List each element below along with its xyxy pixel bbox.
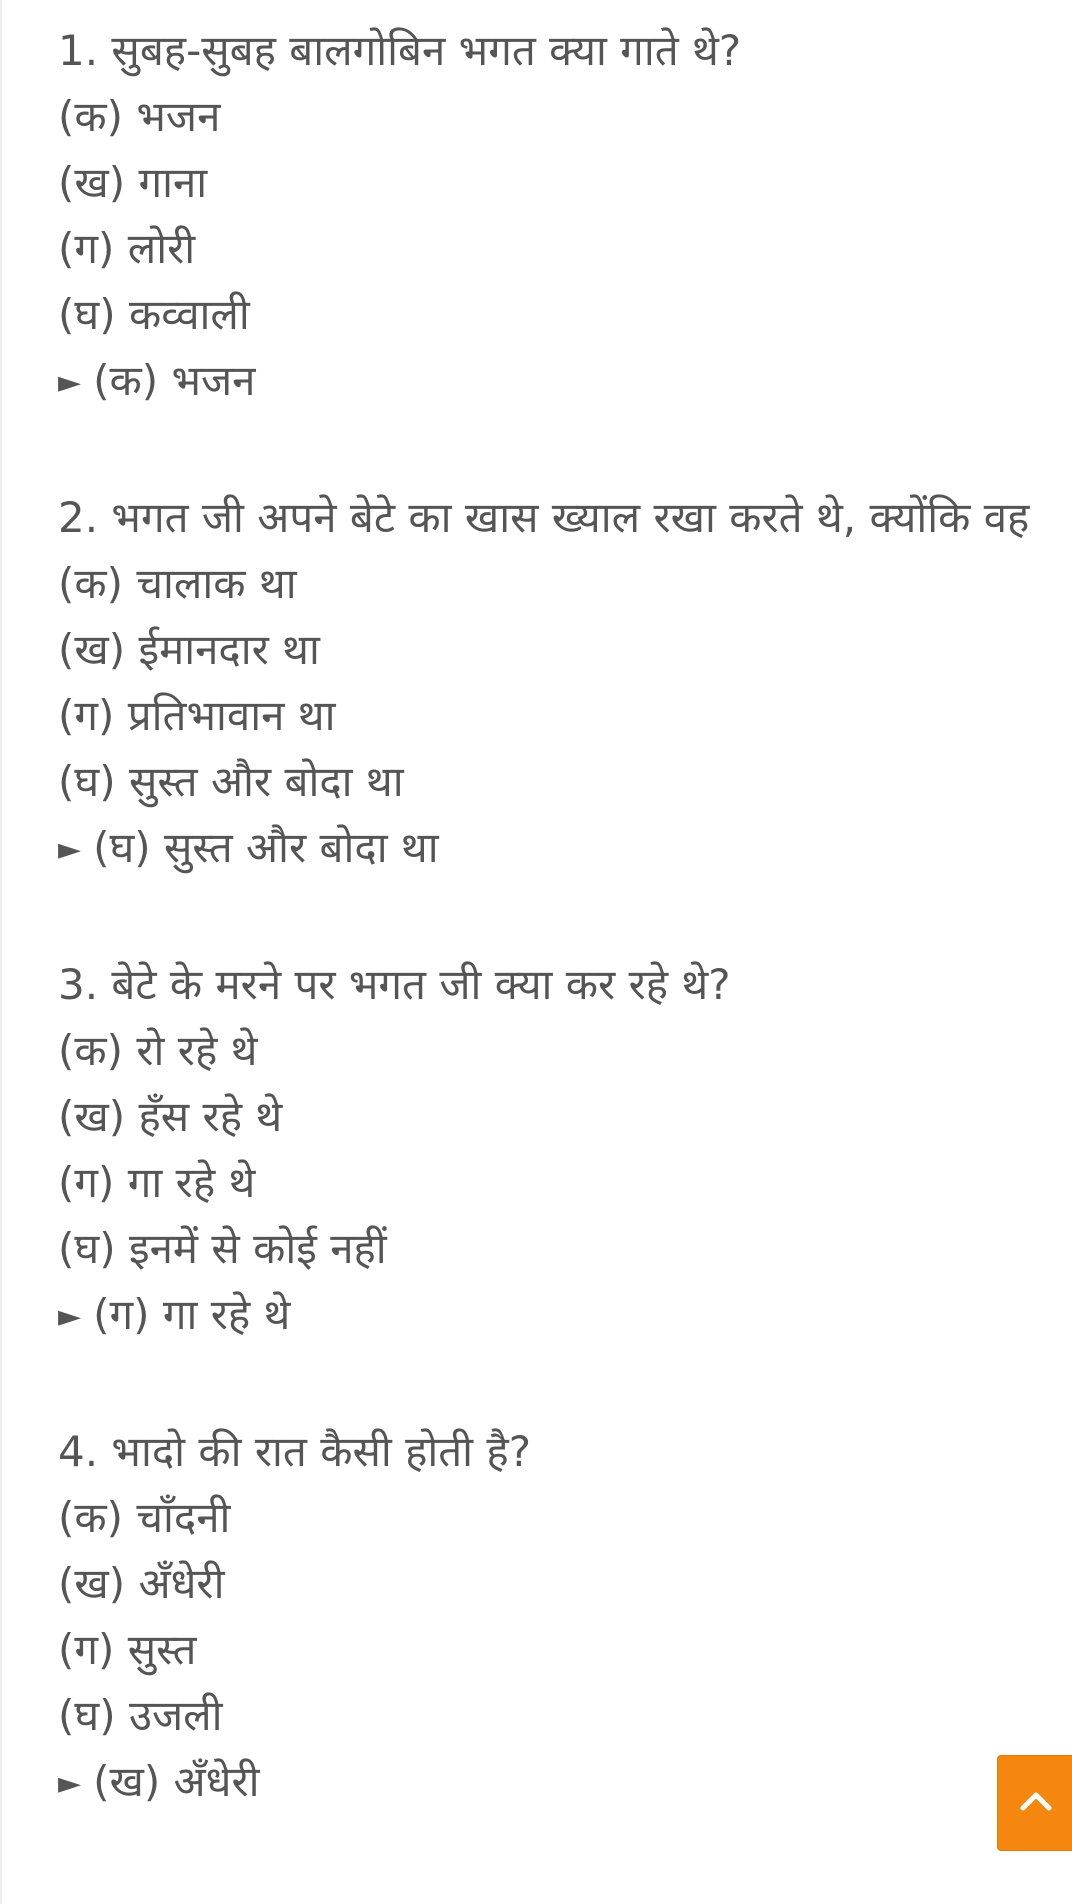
answer-text: (क) भजन xyxy=(93,356,256,405)
option-ga: (ग) सुस्त xyxy=(58,1625,197,1674)
option-ka: (क) चाँदनी xyxy=(58,1493,231,1542)
answer-text: (ख) अँधेरी xyxy=(93,1757,260,1806)
answer-text: (ग) गा रहे थे xyxy=(93,1290,291,1339)
option-ka: (क) भजन xyxy=(58,92,221,141)
answer-line xyxy=(58,815,1038,886)
question-block-1 xyxy=(58,18,1038,419)
option-gha: (घ) सुस्त और बोदा था xyxy=(58,757,404,806)
answer-arrow-icon: ► xyxy=(58,832,82,867)
answer-line xyxy=(58,1749,1038,1820)
option-kha: (ख) गाना xyxy=(58,158,208,207)
option-ka: (क) रो रहे थे xyxy=(58,1026,258,1075)
option-kha: (ख) ईमानदार था xyxy=(58,625,320,674)
option-kha: (ख) अँधेरी xyxy=(58,1559,225,1608)
option-kha: (ख) हँस रहे थे xyxy=(58,1092,283,1141)
chevron-up-icon xyxy=(1019,1790,1053,1816)
question-block-3 xyxy=(58,952,1038,1353)
question-text: 2. भगत जी अपने बेटे का खास ख्याल रखा करते थे, क्योंकि वह xyxy=(58,493,1030,542)
answer-text: (घ) सुस्त और बोदा था xyxy=(93,823,439,872)
answer-arrow-icon: ► xyxy=(58,1766,82,1801)
option-ga: (ग) गा रहे थे xyxy=(58,1158,256,1207)
question-text: 3. बेटे के मरने पर भगत जी क्या कर रहे थे? xyxy=(58,960,731,1009)
answer-line xyxy=(58,348,1038,419)
question-text: 1. सुबह-सुबह बालगोबिन भगत क्या गाते थे? xyxy=(58,26,742,75)
option-ga: (ग) लोरी xyxy=(58,224,196,273)
page-left-border xyxy=(0,0,2,1904)
answer-line xyxy=(58,1282,1038,1353)
answer-arrow-icon: ► xyxy=(58,1299,82,1334)
option-gha: (घ) इनमें से कोई नहीं xyxy=(58,1224,387,1273)
scroll-to-top-button[interactable] xyxy=(997,1755,1072,1851)
question-block-4 xyxy=(58,1419,1038,1820)
option-gha: (घ) उजली xyxy=(58,1691,223,1740)
question-block-2 xyxy=(58,485,1038,886)
option-ga: (ग) प्रतिभावान था xyxy=(58,691,336,740)
quiz-content xyxy=(58,18,1038,1886)
question-text: 4. भादो की रात कैसी होती है? xyxy=(58,1427,532,1476)
answer-arrow-icon: ► xyxy=(58,365,82,400)
option-gha: (घ) कव्वाली xyxy=(58,290,250,339)
option-ka: (क) चालाक था xyxy=(58,559,297,608)
